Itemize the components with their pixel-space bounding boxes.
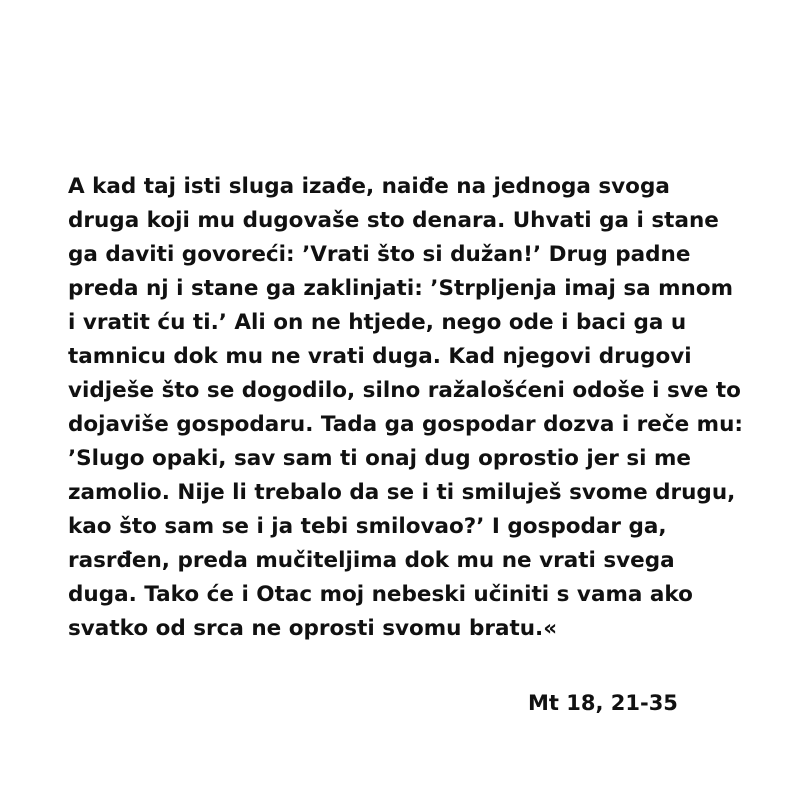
scripture-reference: Mt 18, 21-35 — [528, 691, 678, 715]
quote-line: ’Slugo opaki, sav sam ti onaj dug oprostio jer si me — [68, 446, 692, 471]
quote-line: vidješe što se dogodilo, silno ražalošćeni odoše i sve to — [68, 378, 741, 403]
quote-line: A kad taj isti sluga izađe, naiđe na jednoga svoga — [68, 174, 670, 199]
quote-line: kao što sam se i ja tebi smilovao?’ I gospodar ga, — [68, 514, 667, 539]
scripture-quote — [68, 170, 748, 646]
quote-line: duga. Tako će i Otac moj nebeski učiniti s vama ako — [68, 582, 693, 607]
quote-line: i vratit ću ti.’ Ali on ne htjede, nego ode i baci ga u — [68, 310, 687, 335]
quote-line: druga koji mu dugovaše sto denara. Uhvati ga i stane — [68, 208, 719, 233]
quote-line: tamnicu dok mu ne vrati duga. Kad njegovi drugovi — [68, 344, 692, 369]
quote-line: dojaviše gospodaru. Tada ga gospodar dozva i reče mu: — [68, 412, 743, 437]
quote-line: preda nj i stane ga zaklinjati: ’Strpljenja imaj sa mnom — [68, 276, 734, 301]
quote-line: zamolio. Nije li trebalo da se i ti smiluješ svome drugu, — [68, 480, 736, 505]
quote-line: rasrđen, preda mučiteljima dok mu ne vrati svega — [68, 548, 675, 573]
quote-line: svatko od srca ne oprosti svomu bratu.« — [68, 616, 558, 641]
quote-line: ga daviti govoreći: ’Vrati što si dužan!’ Drug padne — [68, 242, 691, 267]
